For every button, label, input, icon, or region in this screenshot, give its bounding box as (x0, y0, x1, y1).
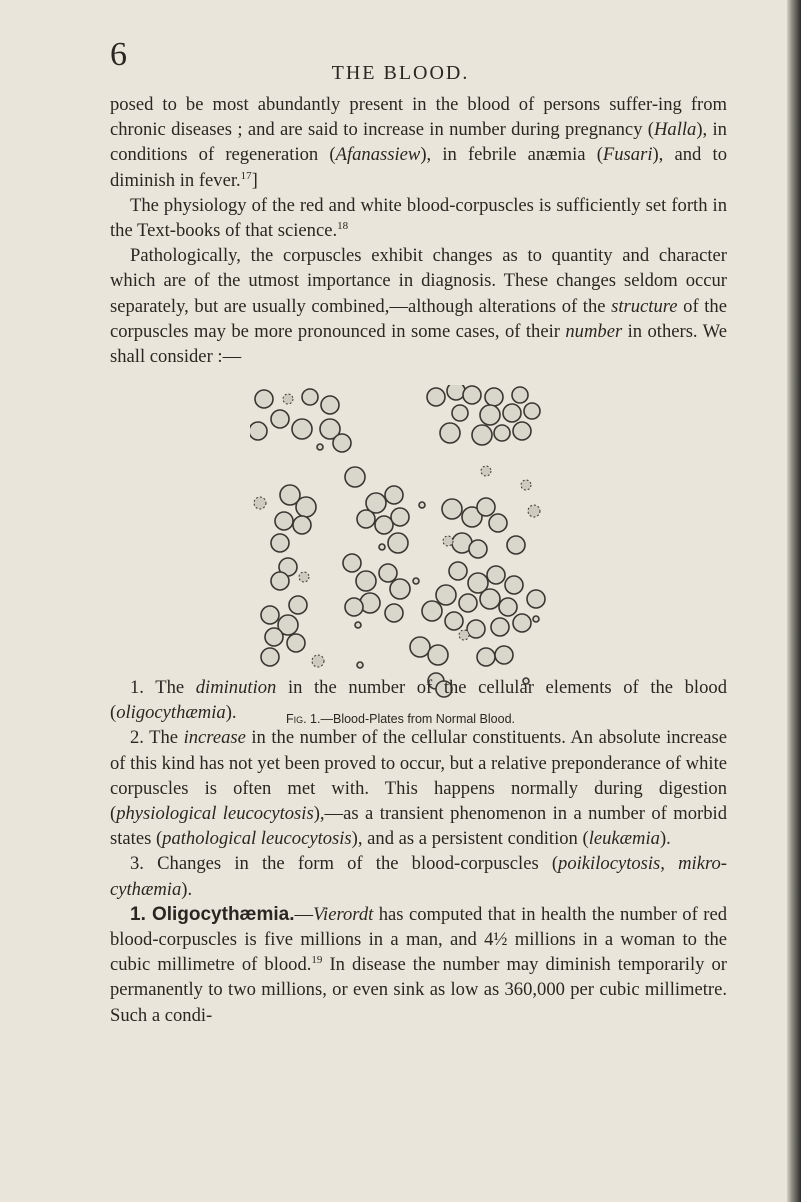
running-title: THE BLOOD. (331, 62, 470, 84)
author-vierordt: Vierordt (313, 903, 374, 925)
blood-plates-illustration (250, 385, 550, 710)
figure-caption-text: —Blood-Plates from Normal Blood. (320, 712, 516, 726)
section-oligocythaemia: 1. Oligocythæmia.—Vierordt has computed that in health the number of red blood-corpuscles is five millions in a man, and 4½ millions in a woman to the cubic millimetre of blood.$^{19}$ In disease the number may diminish temporarily or permanently to two millions, or even sink as low as 360,000 per cubic millimetre. Such a condi- (110, 903, 727, 1026)
list-item-form-changes: 3. Changes in the form of the blood-corpuscles (poikilocytosis, mikro-cythæmia). (110, 853, 727, 900)
term-number: number (565, 320, 623, 342)
text-block-upper (110, 92, 727, 369)
list-item-diminution: 1. The diminution in the number of the cellular elements of the blood (oligocythæmia). (110, 677, 727, 724)
list-item-increase: 2. The increase in the number of the cellular constituents. An absolute increase of this kind has not yet been proved to occur, but a relative preponderance of white corpuscles is often met with. This happens normally during digestion (physiological leucocytosis),—as a transient phenomenon in a number of morbid states (pathological leucocytosis), and as a persistent condition (leukæmia). (110, 727, 727, 850)
figure-blood-plates (250, 385, 550, 715)
author-fusari: Fusari (602, 144, 653, 166)
text-block-lower (110, 675, 727, 1028)
page-edge-shadow (787, 0, 801, 1202)
section-heading: 1. Oligocythæmia. (130, 903, 295, 925)
paragraph-pathology: Pathologically, the corpuscles exhibit changes as to quantity and character which are of the utmost importance in diagnosis. These changes seldom occur separately, but are usually combined,—although alterations of the structure of the corpuscles may be more pronounced in some cases, of their number in others. We shall consider :— (110, 245, 727, 368)
term-structure: structure (611, 295, 678, 317)
figure-label: Fig. 1. (285, 712, 321, 726)
page-number: 6 (110, 36, 127, 73)
footnote-ref: 19 (311, 954, 323, 967)
footnote-ref: 17 (240, 169, 252, 182)
paragraph-physiology: The physiology of the red and white blood-corpuscles is sufficiently set forth in the Text-books of that science.$^{18}$ (110, 194, 727, 242)
paragraph-continued: posed to be most abundantly present in the blood of persons suffer-ing from chronic diseases ; and are said to increase in number during pregnancy (Halla), in conditions of regeneration (Afanassiew), in febrile anæmia (Fusari), and to diminish in fever.$^{17}$] (110, 94, 727, 191)
author-halla: Halla (654, 119, 697, 141)
footnote-ref: 18 (337, 219, 349, 232)
author-afanassiew: Afanassiew (335, 144, 421, 166)
